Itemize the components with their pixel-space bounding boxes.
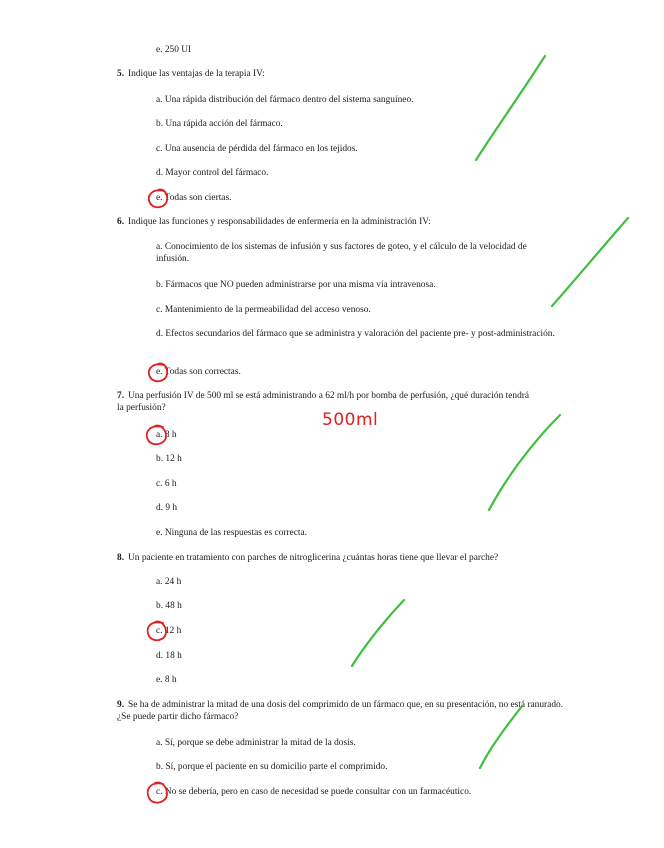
q9-text: Se ha de administrar la mitad de una dosis del comprimido de un fármaco que, en su presentación, no está ranurado. ¿Se puede partir dicho fármaco? xyxy=(117,700,564,722)
q6-number: 6. xyxy=(117,217,125,227)
q9-option-a: a. Sí, porque se debe administrar la mitad de la dosis. xyxy=(156,738,356,748)
q9-option-c: c. No se debería, pero en caso de necesidad se puede consultar con un farmacéutico. xyxy=(156,787,472,797)
q7-text: Una perfusión IV de 500 ml se está administrando a 62 ml/h por bomba de perfusión, ¿qué duración tendrá la perfusión? xyxy=(117,391,530,413)
q8-option-a: a. 24 h xyxy=(156,577,182,587)
q8-option-e: e. 8 h xyxy=(156,675,177,685)
q8-question xyxy=(117,552,498,564)
green-checkmark xyxy=(489,415,560,510)
q5-option-e: e. Todas son ciertas. xyxy=(156,193,232,203)
q8-number: 8. xyxy=(117,553,125,563)
q7-option-a: a. 8 h xyxy=(156,430,177,440)
q5-text: Indique las ventajas de la terapia IV: xyxy=(128,69,265,79)
q8-option-d: d. 18 h xyxy=(156,651,182,661)
q7-option-d: d. 9 h xyxy=(156,503,178,513)
q5-number: 5. xyxy=(117,69,125,79)
q5-option-d: d. Mayor control del fármaco. xyxy=(156,168,269,178)
q8-option-c: c. 12 h xyxy=(156,626,182,636)
q6-option-e: e. Todas son correctas. xyxy=(156,367,241,377)
q7-option-c: c. 6 h xyxy=(156,479,177,489)
q9-number: 9. xyxy=(117,700,125,710)
q7-number: 7. xyxy=(117,391,125,401)
q6-question xyxy=(117,216,431,228)
q6-text: Indique las funciones y responsabilidades de enfermería en la administración IV: xyxy=(128,217,431,227)
green-checkmark xyxy=(476,56,545,160)
q6-option-c: c. Mantenimiento de la permeabilidad del acceso venoso. xyxy=(156,305,371,315)
q6-option-a: a. Conocimiento de los sistemas de infusión y sus factores de goteo, y el cálculo de la velocidad de infusión. xyxy=(156,242,527,264)
q7-option-e: e. Ninguna de las respuestas es correcta. xyxy=(156,528,307,538)
q7-option-b: b. 12 h xyxy=(156,454,182,464)
q5-option-a: a. Una rápida distribución del fármaco dentro del sistema sanguíneo. xyxy=(156,95,414,105)
green-checkmark xyxy=(552,218,628,306)
q8-option-b: b. 48 h xyxy=(156,601,182,611)
green-checkmark xyxy=(352,600,404,666)
handwritten-note-500ml: 500ml xyxy=(322,410,379,430)
q5-option-b: b. Una rápida acción del fármaco. xyxy=(156,119,283,129)
q9-question xyxy=(117,699,567,723)
q6-option-b: b. Fármacos que NO pueden administrarse por una misma vía intravenosa. xyxy=(156,280,436,290)
q5-question xyxy=(117,68,265,80)
q5-option-c: c. Una ausencia de pérdida del fármaco en los tejidos. xyxy=(156,144,358,154)
q6-option-d: d. Efectos secundarios del fármaco que se administra y valoración del paciente pre- y post-administración. xyxy=(156,329,555,339)
q4-option-e: e. 250 UI xyxy=(156,45,192,55)
q8-text: Un paciente en tratamiento con parches de nitroglicerina ¿cuántas horas tiene que llevar el parche? xyxy=(128,553,499,563)
q9-option-b: b. Sí, porque el paciente en su domicilio parte el comprimido. xyxy=(156,762,388,772)
